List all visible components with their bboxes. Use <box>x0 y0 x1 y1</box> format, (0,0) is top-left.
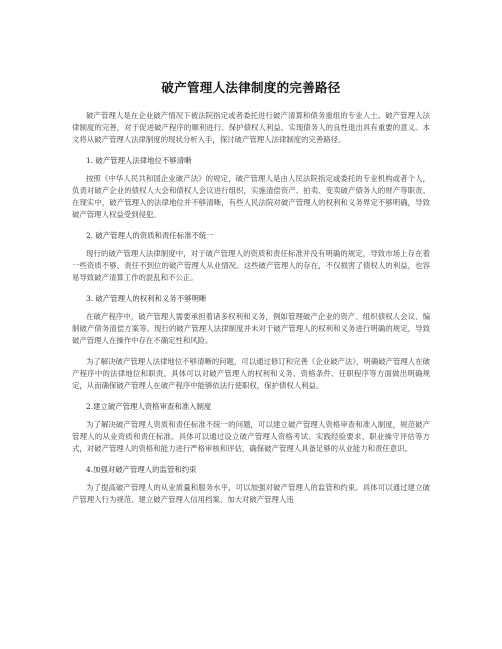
section-heading: 2.建立破产管理人资格审查和准入制度 <box>86 402 212 411</box>
section-heading: 1. 破产管理人法律地位不够清晰 <box>86 156 192 165</box>
section-heading: 3. 破产管理人的权利和义务不够明晰 <box>86 294 207 303</box>
body-paragraph: 在破产程序中，破产管理人需要承担着诸多权利和义务，例如管理破产企业的资产、组织债权人会议、编制破产债务清偿方案等。现行的破产管理人法律制度并未对于破产管理人的权利和义务进行明确的规定，导致破产管理人在操作中存在不确定性和风险。 <box>72 312 430 345</box>
section-heading: 2. 破产管理人的资质和责任标准不统一 <box>86 231 214 240</box>
intro-paragraph: 破产管理人是在企业破产情况下被法院指定或者委托进行破产清算和债务重组的专业人士。破产管理人法律制度的完善，对于促进破产程序的顺利进行、保护债权人利益、实现债务人的良性退出具有重要的意义。本文将从破产管理人法律制度的现状分析入手，探讨破产管理人法律制度的完善路径。 <box>72 111 430 144</box>
section-heading: 4.加强对破产管理人的监管和约束 <box>86 465 197 474</box>
body-paragraph: 为了解决破产管理人法律地位不够清晰的问题，可以通过修订和完善《企业破产法》，明确破产管理人在破产程序中的法律地位和职责。具体可以对破产管理人的权利和义务、资格条件、任职程序等方面做出明确规定，从而确保破产管理人在破产程序中能够依法行使职权，保护债权人利益。 <box>72 357 430 390</box>
document-title: 破产管理人法律制度的完善路径 <box>161 80 341 95</box>
body-paragraph: 为了解决破产管理人资质和责任标准不统一的问题，可以建立破产管理人资格审查和准入制度，规范破产管理人的从业资质和责任标准。具体可以通过设立破产管理人资格考试、实践经验要求、职业操守评估等方式，对破产管理人的资格和能力进行严格审核和评估，确保破产管理人具备足够的从业能力和责任意识。 <box>72 420 430 453</box>
body-paragraph: 现行的破产管理人法律制度中，对于破产管理人的资质和责任标准并没有明确的规定，导致市场上存在着一些资质不够、责任不到位的破产管理人从业情况。这些破产管理人的存在，不仅损害了债权人的利益，也容易导致破产清算工作的混乱和不公正。 <box>72 249 430 282</box>
body-paragraph: 为了提高破产管理人的从业质量和服务水平，可以加强对破产管理人的监管和约束。具体可以通过建立破产管理人行为规范、建立破产管理人信用档案、加大对破产管理人违 <box>72 483 430 504</box>
body-paragraph: 按照《中华人民共和国企业破产法》的规定，破产管理人是由人民法院指定或委托的专业机构或者个人，负责对破产企业的债权人大会和债权人会议进行组织，实施清偿资产、拍卖、变卖破产债务人的财产等职责。在现实中，破产管理人的法律地位并不够清晰，有些人民法院对破产管理人的权利和义务界定不够明确，导致破产管理人权益受到侵犯。 <box>72 174 430 219</box>
